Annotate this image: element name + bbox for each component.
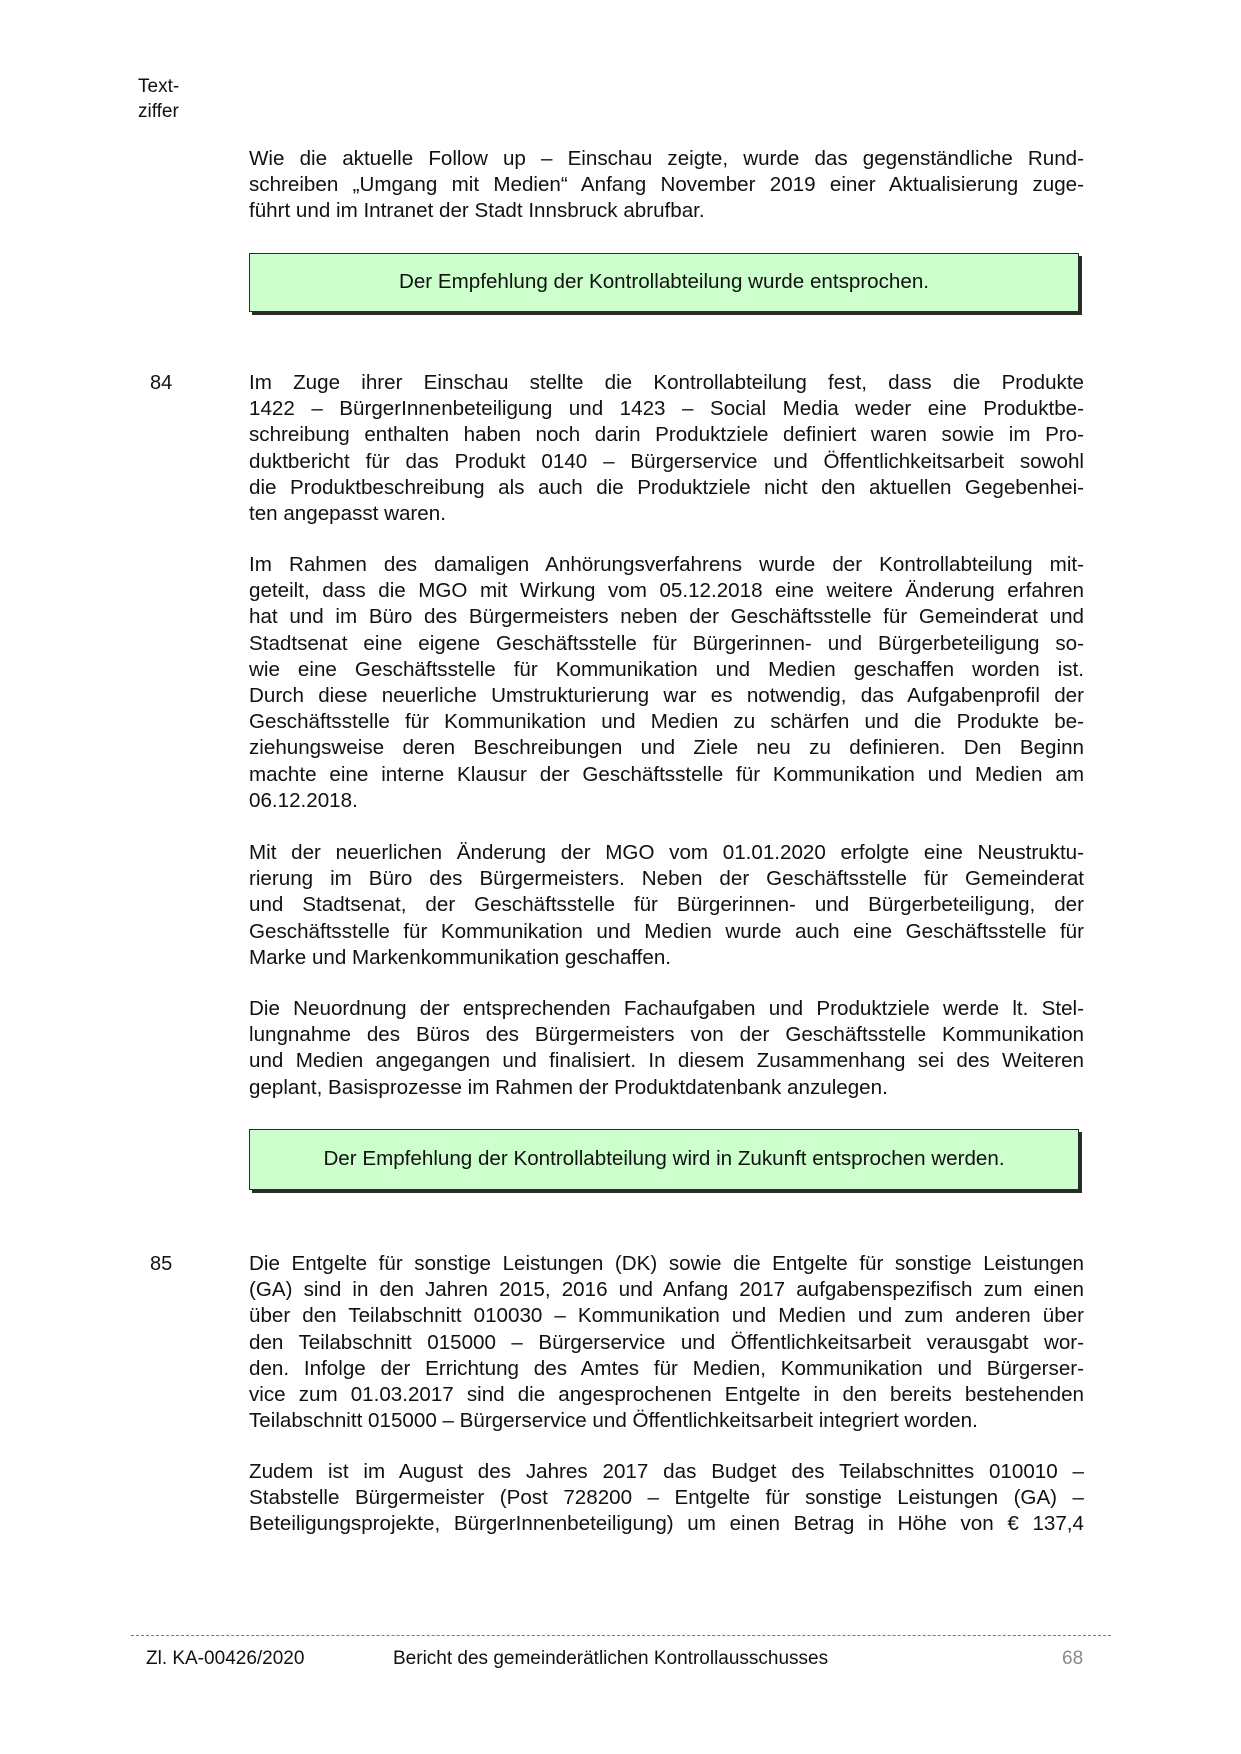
section-84-paragraph-1 xyxy=(249,370,1084,527)
text-line: ten angepasst waren. xyxy=(249,502,446,526)
section-number-85: 85 xyxy=(150,1253,173,1275)
text-line: Die Neuordnung der entsprechenden Fachaufgaben und Produktziele werde lt. Stel- xyxy=(249,997,1084,1020)
text-line: den. Infolge der Errichtung des Amtes für Medien, Kommunikation und Bürgerser- xyxy=(249,1356,1084,1380)
text-line: Stabstelle Bürgermeister (Post 728200 – Entgelte für sonstige Leistungen (GA) – xyxy=(249,1486,1084,1510)
recommendation-status-box: Der Empfehlung der Kontrollabteilung wurde entsprochen. xyxy=(249,253,1079,312)
text-line: Zudem ist im August des Jahres 2017 das Budget des Teilabschnittes 010010 – xyxy=(249,1460,1084,1483)
text-line: Stadtsenat eine eigene Geschäftsstelle für Bürgerinnen- und Bürgerbeteiligung so- xyxy=(249,631,1084,655)
text-line: ziehungsweise deren Beschreibungen und Ziele neu zu definieren. Den Beginn xyxy=(249,736,1084,760)
text-line: Beteiligungsprojekte, BürgerInnenbeteiligung) um einen Betrag in Höhe von € 137,4 xyxy=(249,1512,1084,1536)
section-85-paragraph-1 xyxy=(249,1251,1084,1434)
margin-label-line-1: Text- xyxy=(138,76,180,97)
text-line: 06.12.2018. xyxy=(249,788,358,812)
text-line: schreiben „Umgang mit Medien“ Anfang November 2019 einer Aktualisierung zuge- xyxy=(249,173,1084,197)
section-84-paragraph-2 xyxy=(249,552,1084,814)
section-number-84: 84 xyxy=(150,372,173,394)
text-line: geteilt, dass die MGO mit Wirkung vom 05.12.2018 eine weitere Änderung erfahren xyxy=(249,579,1084,603)
text-line: Die Entgelte für sonstige Leistungen (DK) sowie die Entgelte für sonstige Leistungen xyxy=(249,1252,1084,1275)
text-line: wie eine Geschäftsstelle für Kommunikation und Medien geschaffen worden ist. xyxy=(249,657,1084,681)
text-line: vice zum 01.03.2017 sind die angesprochenen Entgelte in den bereits bestehenden xyxy=(249,1383,1084,1407)
text-line: hat und im Büro des Bürgermeisters neben der Geschäftsstelle für Gemeinderat und xyxy=(249,605,1084,629)
text-line: Geschäftsstelle für Kommunikation und Medien zu schärfen und die Produkte be- xyxy=(249,710,1084,734)
intro-paragraph xyxy=(249,146,1084,225)
text-line: und Stadtsenat, der Geschäftsstelle für Bürgerinnen- und Bürgerbeteiligung, der xyxy=(249,893,1084,917)
text-line: lungnahme des Büros des Bürgermeisters von der Geschäftsstelle Kommunikation xyxy=(249,1023,1084,1047)
text-line: Wie die aktuelle Follow up – Einschau zeigte, wurde das gegenständliche Rund- xyxy=(249,147,1084,170)
text-line: Geschäftsstelle für Kommunikation und Medien wurde auch eine Geschäftsstelle für xyxy=(249,919,1084,943)
text-line: Mit der neuerlichen Änderung der MGO vom 01.01.2020 erfolgte eine Neustruktu- xyxy=(249,841,1084,864)
text-line: Im Zuge ihrer Einschau stellte die Kontrollabteilung fest, dass die Produkte xyxy=(249,371,1084,394)
recommendation-status-box: Der Empfehlung der Kontrollabteilung wird in Zukunft entsprochen werden. xyxy=(249,1129,1079,1190)
margin-label-textziffer xyxy=(138,74,218,124)
text-line: Marke und Markenkommunikation geschaffen. xyxy=(249,945,672,969)
footer-divider xyxy=(131,1635,1111,1636)
text-line: die Produktbeschreibung als auch die Produktziele nicht den aktuellen Gegebenhei- xyxy=(249,475,1084,499)
text-line: Im Rahmen des damaligen Anhörungsverfahrens wurde der Kontrollabteilung mit- xyxy=(249,553,1084,576)
text-line: duktbericht für das Produkt 0140 – Bürgerservice und Öffentlichkeitsarbeit sowohl xyxy=(249,449,1084,473)
text-line: schreibung enthalten haben noch darin Produktziele definiert waren sowie im Pro- xyxy=(249,423,1084,447)
text-line: 1422 – BürgerInnenbeteiligung und 1423 – Social Media weder eine Produktbe- xyxy=(249,397,1084,421)
footer-reference-number: Zl. KA-00426/2020 xyxy=(146,1648,305,1669)
text-line: machte eine interne Klausur der Geschäftsstelle für Kommunikation und Medien am xyxy=(249,762,1084,786)
text-line: geplant, Basisprozesse im Rahmen der Produktdatenbank anzulegen. xyxy=(249,1075,888,1099)
text-line: Durch diese neuerliche Umstrukturierung war es notwendig, das Aufgabenprofil der xyxy=(249,684,1084,708)
text-line: führt und im Intranet der Stadt Innsbruck abrufbar. xyxy=(249,199,705,223)
text-line: den Teilabschnitt 015000 – Bürgerservice und Öffentlichkeitsarbeit verausgabt wor- xyxy=(249,1330,1084,1354)
text-line: rierung im Büro des Bürgermeisters. Neben der Geschäftsstelle für Gemeinderat xyxy=(249,867,1084,891)
footer-page-number: 68 xyxy=(1062,1648,1084,1669)
text-line: (GA) sind in den Jahren 2015, 2016 und Anfang 2017 aufgabenspezifisch zum einen xyxy=(249,1278,1084,1302)
section-85-paragraph-2 xyxy=(249,1459,1084,1538)
text-line: über den Teilabschnitt 010030 – Kommunikation und Medien und zum anderen über xyxy=(249,1304,1084,1328)
footer-report-title: Bericht des gemeinderätlichen Kontrollausschusses xyxy=(393,1648,829,1669)
section-84-paragraph-4 xyxy=(249,996,1084,1101)
margin-label-line-2: ziffer xyxy=(138,101,179,122)
section-84-paragraph-3 xyxy=(249,840,1084,971)
text-line: und Medien angegangen und finalisiert. In diesem Zusammenhang sei des Weiteren xyxy=(249,1049,1084,1073)
text-line: Teilabschnitt 015000 – Bürgerservice und Öffentlichkeitsarbeit integriert worden. xyxy=(249,1409,978,1433)
